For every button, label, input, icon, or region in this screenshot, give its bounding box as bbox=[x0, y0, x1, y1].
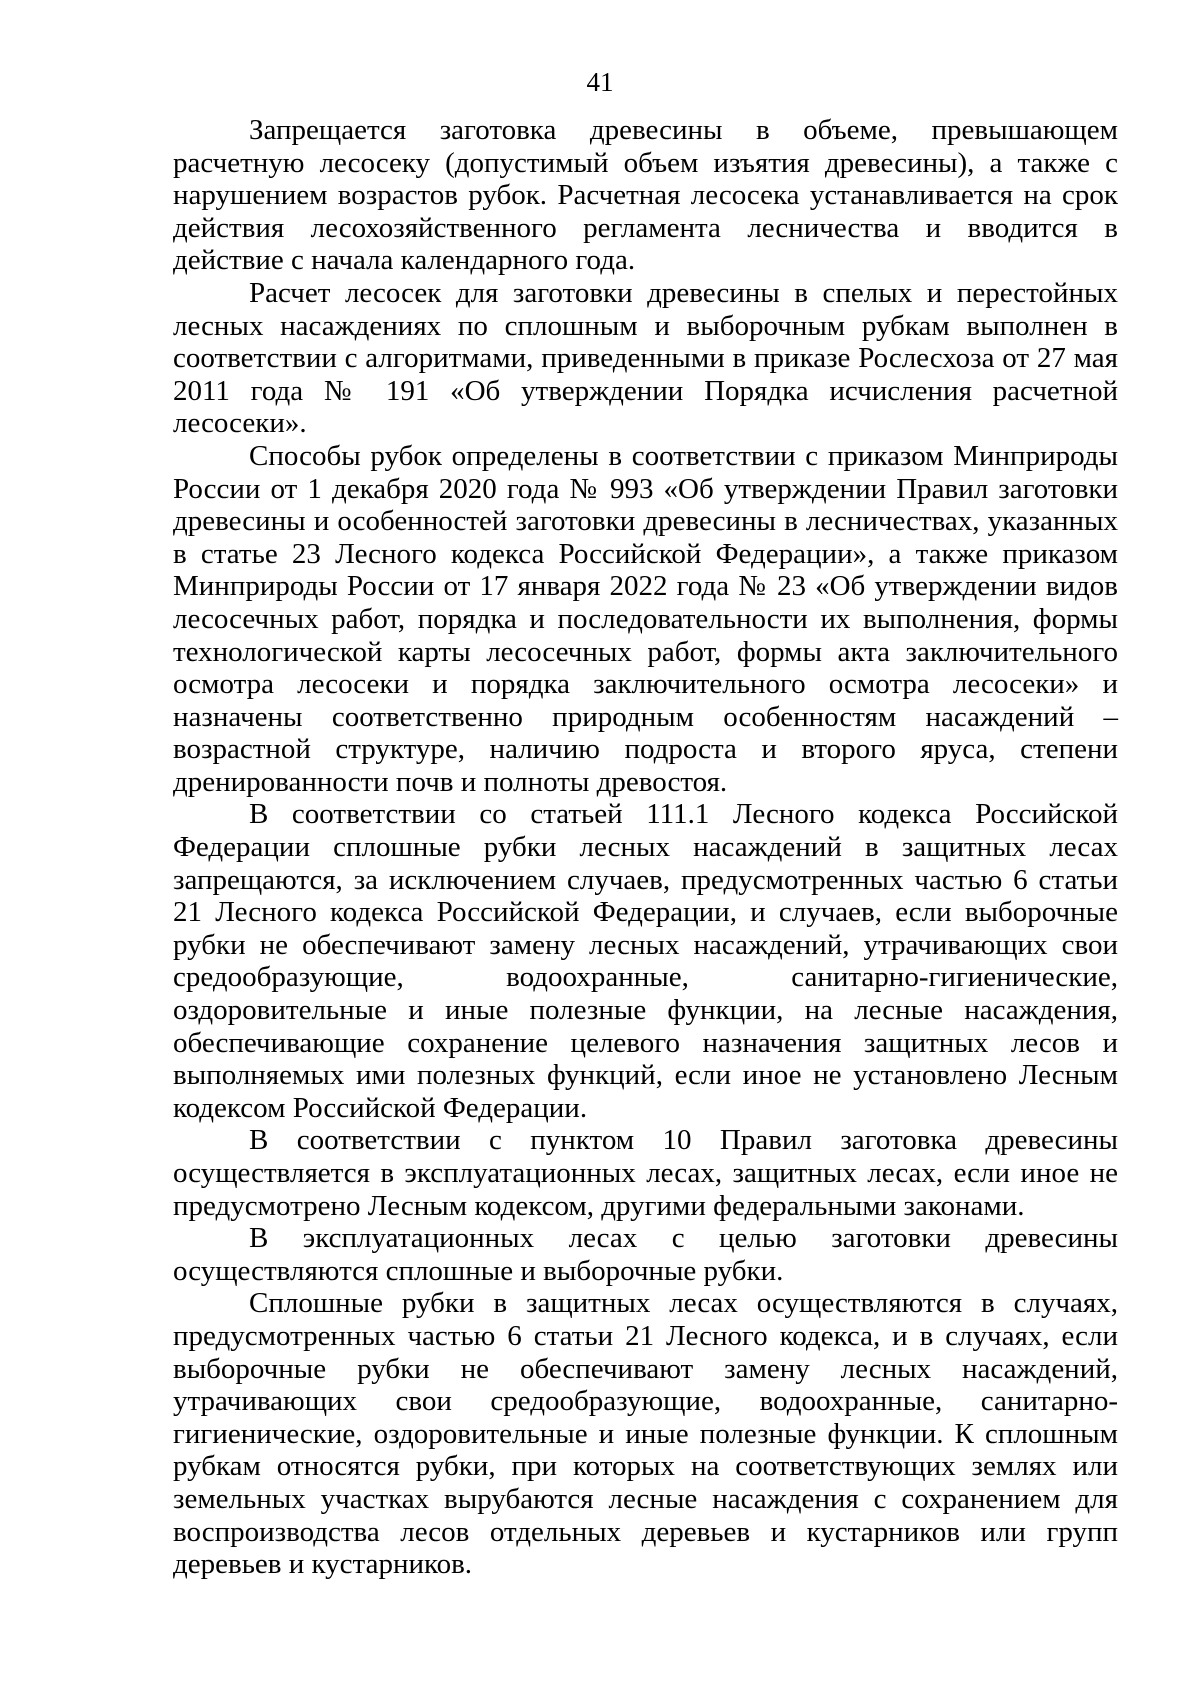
document-body bbox=[173, 114, 1118, 1581]
paragraph-protective-forests-clearcut-ban: В соответствии со статьей 111.1 Лесного кодекса Российской Федерации сплошные рубки лесных насаждений в защитных лесах запрещаются, за исключением случаев, предусмотренных частью 6 статьи 21 Лесного кодекса Российской Федерации, и случаев, если выборочные рубки не обеспечивают замену лесных насаждений, утрачивающих свои средообразующие, водоохранные, санитарно-гигиенические, оздоровительные и иные полезные функции, на лесные насаждения, обеспечивающие сохранение целевого назначения защитных лесов и выполняемых ими полезных функций, если иное не установлено Лесным кодексом Российской Федерации. bbox=[173, 798, 1118, 1124]
paragraph-rule-10-harvesting: В соответствии с пунктом 10 Правил заготовка древесины осуществляется в эксплуатационных лесах, защитных лесах, если иное не предусмотрено Лесным кодексом, другими федеральными законами. bbox=[173, 1124, 1118, 1222]
page-number: 41 bbox=[586, 67, 614, 97]
paragraph-exploitation-forests: В эксплуатационных лесах с целью заготовки древесины осуществляются сплошные и выборочные рубки. bbox=[173, 1222, 1118, 1287]
paragraph-harvest-volume-limit: Запрещается заготовка древесины в объеме, превышающем расчетную лесосеку (допустимый объем изъятия древесины), а также с нарушением возрастов рубок. Расчетная лесосека устанавливается на срок действия лесохозяйственного регламента лесничества и вводится в действие с начала календарного года. bbox=[173, 114, 1118, 277]
paragraph-cutting-area-calculation: Расчет лесосек для заготовки древесины в спелых и перестойных лесных насаждениях по сплошным и выборочным рубкам выполнен в соответствии с алгоритмами, приведенными в приказе Рослесхоза от 27 мая 2011 года № 191 «Об утверждении Порядка исчисления расчетной лесосеки». bbox=[173, 276, 1118, 440]
paragraph-clearcut-definition: Сплошные рубки в защитных лесах осуществляются в случаях, предусмотренных частью 6 статьи 21 Лесного кодекса, и в случаях, если выборочные рубки не обеспечивают замену лесных насаждений, утрачивающих свои средообразующие, водоохранные, санитарно-гигиенические, оздоровительные и иные полезные функции. К сплошным рубкам относятся рубки, при которых на соответствующих землях или земельных участках вырубаются лесные насаждения с сохранением для воспроизводства лесов отдельных деревьев и кустарников или групп деревьев и кустарников. bbox=[173, 1287, 1118, 1581]
paragraph-cutting-methods: Способы рубок определены в соответствии с приказом Минприроды России от 1 декабря 2020 года № 993 «Об утверждении Правил заготовки древесины и особенностей заготовки древесины в лесничествах, указанных в статье 23 Лесного кодекса Российской Федерации», а также приказом Минприроды России от 17 января 2022 года № 23 «Об утверждении видов лесосечных работ, порядка и последовательности их выполнения, формы технологической карты лесосечных работ, формы акта заключительного осмотра лесосеки и порядка заключительного осмотра лесосеки» и назначены соответственно природным особенностям насаждений – возрастной структуре, наличию подроста и второго яруса, степени дренированности почв и полноты древостоя. bbox=[173, 439, 1118, 798]
